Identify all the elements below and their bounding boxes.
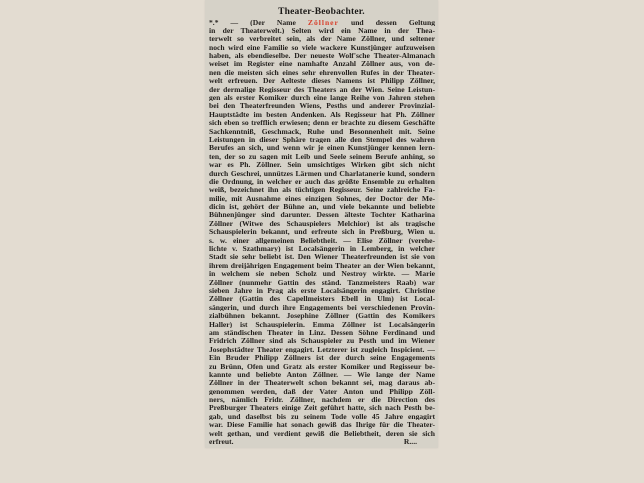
author-signature: R.... bbox=[403, 437, 417, 446]
article-line: genommen werden, daß der Vater Anton und Philipp Zöll- bbox=[209, 386, 435, 396]
article-line: noch wird eine Familie so viele wackere Kunstjünger aufzuweisen bbox=[209, 42, 435, 52]
article-line: sieben Jahre in Prag als erste Localsängerin engagirt. Christine bbox=[209, 286, 435, 295]
newspaper-clipping bbox=[205, 0, 438, 448]
article-line: Josephstädter Theater engagirt. Letzterer ist zugleich Inspicient. — bbox=[209, 344, 435, 354]
article-line: ihrem dreijährigen Engagement beim Theater an der Wien bekannt, bbox=[209, 260, 435, 270]
article-line: Haller) ist Schauspielerin. Emma Zöllner ist Localsängerin bbox=[209, 319, 435, 328]
article-line: bei den Theaterfreunden Wiens, Pesths und anderer Provinzial- bbox=[209, 101, 435, 110]
article-line: dicin ist, gehört der Bühne an, und viele bekannte und beliebte bbox=[209, 202, 435, 211]
article-line: in welchem sie neben Scholz und Nestroy wirkte. — Marie bbox=[209, 269, 435, 278]
article-line: zu Brünn, Ofen und Gratz als erster Komiker und Regisseur be- bbox=[209, 361, 435, 370]
article-line: welt erfreuen. Der Aelteste dieses Namens ist Philipp Zöllner, bbox=[209, 76, 435, 85]
line-text: und dessen Geltung bbox=[338, 17, 435, 26]
article-line: weiset im Register eine namhafte Anzahl Zöllner aus, von de- bbox=[209, 59, 435, 68]
article-line: sich eben so trefflich erwiesen; denn er brachte zu diesem Geschäfte bbox=[209, 118, 435, 127]
article-line: Schauspielerin bekannt, und erfreute sich in Preßburg, Wien u. bbox=[209, 227, 435, 236]
article-line: gen als erster Komiker durch eine lange Reihe von Jahren stehen bbox=[209, 93, 435, 102]
article-line: Fridrich Zöllner sind als Schauspieler zu Pesth und im Wiener bbox=[209, 336, 435, 345]
article-line: ners, nämlich Fridr. Zöllner, nachdem er die Direction des bbox=[209, 395, 435, 404]
article-line: Zöllner (Witwe des Schauspielers Melchior) ist als tragische bbox=[209, 218, 435, 228]
article-line: welt gethan, und verdient gewiß die Beliebtheit, deren sie sich bbox=[209, 428, 435, 438]
article-closing-line bbox=[209, 437, 435, 445]
article-line: weiß, bezeichnet ihn als tüchtigen Regisseur. Seine zahlreiche Fa- bbox=[209, 185, 435, 194]
article-line: Leistungen in dieser Sphäre tragen alle den Stempel des wahren bbox=[209, 134, 435, 144]
article-line: Bühnenjünger sind darunter. Dessen älteste Tochter Katharina bbox=[209, 210, 435, 219]
highlighted-name: Zöllner bbox=[307, 17, 339, 26]
article-line: terwelt so verbreitet sein, als der Name Zöllner, und seltener bbox=[209, 34, 435, 43]
article-line: durch Geschrei, unnützes Lärmen und Charlatanerie kund, sondern bbox=[209, 168, 435, 177]
article-line: Berufes an sich, und wenn wir je einen Kunstjünger kennen lern- bbox=[209, 143, 435, 152]
article-line: gab, und daselbst bis zu seinem Tode volle 45 Jahre engagirt bbox=[209, 411, 435, 421]
article-line: haben, als ebendieselbe. Der neueste Wolf'sche Theater-Almanach bbox=[209, 51, 435, 60]
article-line: milie, mit Ausnahme eines einzigen Sohnes, der Doctor der Me- bbox=[209, 193, 435, 203]
article-line: war. Diese Familie hat sonach gewiß das Ihrige für die Theater- bbox=[209, 420, 435, 429]
article-body bbox=[209, 18, 435, 446]
article-line: Sachkenntniß, Geschmack, Ruhe und Besonnenheit mit. Seine bbox=[209, 126, 435, 135]
article-line: Zöllner (nunmehr Gattin des ständ. Tanzmeisters Raab) war bbox=[209, 277, 435, 286]
article-line: am ständischen Theater in Linz. Dessen Söhne Ferdinand und bbox=[209, 327, 435, 337]
article-line: die Ordnung, in welcher er auch das größte Ensemble zu erhalten bbox=[209, 176, 435, 186]
article-line bbox=[209, 18, 435, 26]
article-line: Zöllner (Gattin des Capellmeisters Ebell in Ulm) ist Local- bbox=[209, 294, 435, 303]
article-line: Stadt sie sehr beliebt ist. Den Wiener Theaterfreunden ist sie von bbox=[209, 252, 435, 261]
article-line: s. w. einer allgemeinen Beliebtheit. — Elise Zöllner (verehe- bbox=[209, 235, 435, 245]
article-line: Zöllner in der Theaterwelt schon bekannt sei, mag daraus ab- bbox=[209, 378, 435, 387]
article-line: zialbühnen bekannt. Josephine Zöllner (Gattin des Komikers bbox=[209, 311, 435, 320]
article-title: Theater-Beobachter. bbox=[278, 7, 365, 17]
article-line: Hauptstädte im besten Andenken. Als Regisseur hat Ph. Zöllner bbox=[209, 109, 435, 119]
article-line: der dermalige Regisseur des Theaters an der Wien. Seine Leistun- bbox=[209, 84, 435, 94]
article-line: kannte und beliebte Anton Zöllner. — Wie lange der Name bbox=[209, 369, 435, 379]
article-line: Preßburger Theaters einige Zeit geführt hatte, sich nach Pesth be- bbox=[209, 403, 435, 412]
article-line: lichte v. Szathmary) ist Localsängerin in Lemberg, in welcher bbox=[209, 244, 435, 253]
article-line: sängerin, und durch ihre Engagements bei verschiedenen Provin- bbox=[209, 302, 435, 312]
article-line: war es Ph. Zöllner. Sein umsichtiges Wirken gibt sich nicht bbox=[209, 160, 435, 169]
article-line: Ein Bruder Philipp Zöllners ist der durch seine Engagements bbox=[209, 353, 435, 362]
article-line: in der Theaterwelt.) Selten wird ein Name in der Thea- bbox=[209, 25, 435, 35]
line-text: *.* — (Der Name bbox=[209, 17, 308, 26]
article-line: ten, der so zu sagen mit Leib und Seele seinem Berufe anhing, so bbox=[209, 151, 435, 161]
line-text: erfreut. bbox=[209, 437, 234, 446]
article-line: nen die meisten sich eines sehr ehrenvollen Rufes in der Theater- bbox=[209, 67, 435, 77]
